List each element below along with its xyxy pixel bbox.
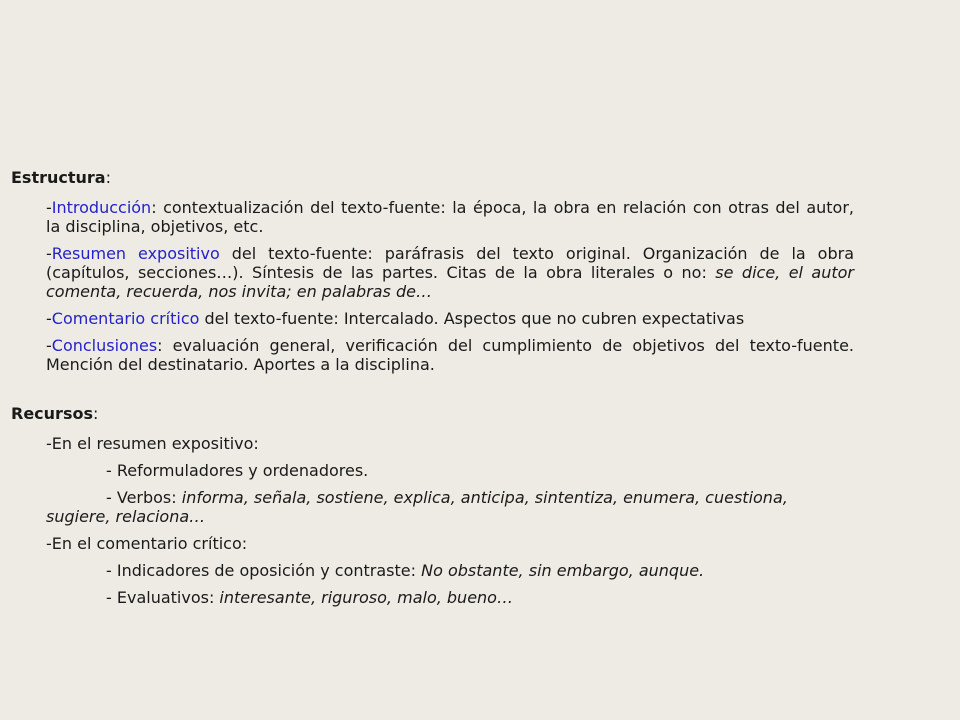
estructura-heading-text: Estructura [11, 168, 106, 187]
text-introduccion: : contextualización del texto-fuente: la época, la obra en relación con otras del autor, la disciplina, objetivos, etc. [46, 198, 854, 236]
text-conclusiones: : evaluación general, verificación del cumplimiento de objetivos del texto-fuente. Mención del destinatario. Aportes a la disciplina. [46, 336, 854, 374]
reformuladores-line: - Reformuladores y ordenadores. [106, 461, 369, 480]
item-dash: - [46, 309, 52, 328]
term-resumen: Resumen expositivo [51, 244, 220, 263]
recursos-heading-colon: : [92, 404, 99, 423]
item-conclusiones [46, 336, 854, 374]
estructura-heading [11, 168, 854, 187]
item-dash: - [46, 244, 52, 263]
section-gap [46, 374, 854, 404]
italic-resumen: se dice, el autor comenta, recuerda, nos invita; en palabras de… [46, 263, 855, 301]
item-dash: - [46, 336, 52, 355]
indicadores-line [46, 561, 854, 580]
recursos-heading [11, 404, 854, 423]
evaluativos-list: interesante, riguroso, malo, bueno… [219, 588, 513, 607]
indicadores-list: No obstante, sin embargo, aunque. [421, 561, 705, 580]
term-conclusiones: Conclusiones [51, 336, 158, 355]
evaluativos-label: - Evaluativos: [106, 588, 220, 607]
term-comentario: Comentario crítico [51, 309, 200, 328]
text-comentario: del texto-fuente: Intercalado. Aspectos que no cubren expectativas [199, 309, 745, 328]
verbos-label: - Verbos: [106, 488, 182, 507]
term-introduccion: Introducción [51, 198, 152, 217]
slide-content [11, 168, 855, 607]
resumen-label: -En el resumen expositivo: [46, 434, 259, 453]
item-introduccion [46, 198, 854, 236]
verbos-list: informa, señala, sostiene, explica, anticipa, sintentiza, enumera, cuestiona, sugiere, relaciona… [46, 488, 788, 526]
indicadores-label: - Indicadores de oposición y contraste: [106, 561, 422, 580]
item-dash: - [46, 198, 52, 217]
recursos-heading-text: Recursos [11, 404, 93, 423]
text-resumen: del texto-fuente: paráfrasis del texto original. Organización de la obra (capítulos, secciones…). Síntesis de las partes. Citas de la obra literales o no: [46, 244, 855, 282]
verbos-line [46, 488, 854, 526]
estructura-heading-colon: : [105, 168, 111, 187]
item-resumen [46, 244, 854, 301]
item-comentario [46, 309, 854, 328]
evaluativos-line [46, 588, 854, 607]
comentario-label: -En el comentario crítico: [46, 534, 248, 553]
